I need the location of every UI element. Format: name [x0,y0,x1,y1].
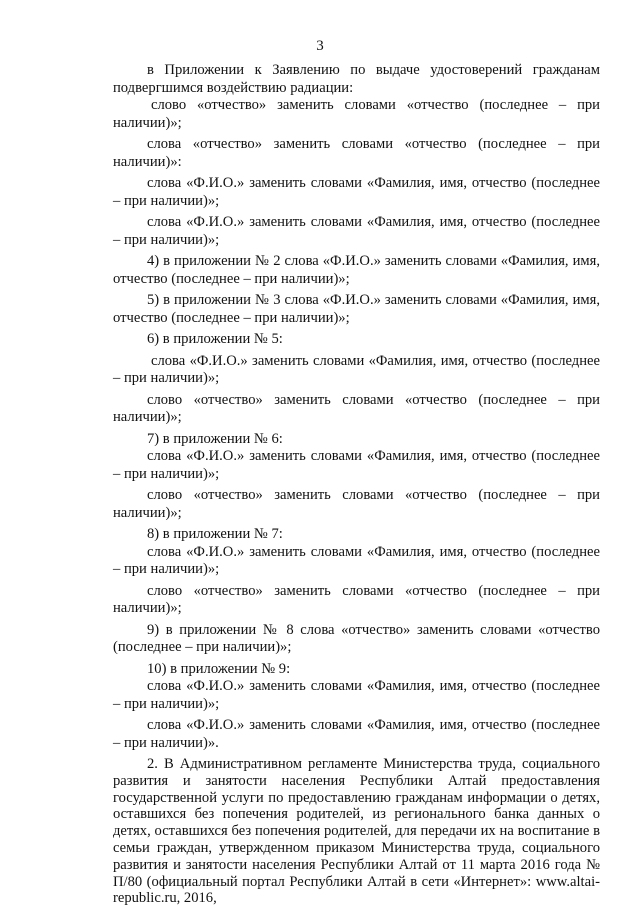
paragraph-item-4: 4) в приложении № 2 слова «Ф.И.О.» заменить словами «Фамилия, имя, отчество (последнее – при наличии)»; [113,253,600,287]
document-body [113,62,600,907]
paragraph-appendix-intro: в Приложении к Заявлению по выдаче удостоверений гражданам подвергшимся воздействию радиации: [113,62,600,96]
paragraph-amendment: слова «Ф.И.О.» заменить словами «Фамилия, имя, отчество (последнее – при наличии)»; [113,352,600,386]
paragraph-amendment: слова «Ф.И.О.» заменить словами «Фамилия, имя, отчество (последнее – при наличии)»; [113,175,600,209]
paragraph-section-2: 2. В Административном регламенте Министерства труда, социального развития и занятости населения Республики Алтай предоставления государственной услуги по предоставлению гражданам информации о детях, оставшихся без попечения родителей, из регионального банка данных о детях, оставшихся без попечения родителей, для передачи их на воспитание в семьи граждан, утвержденном приказом Министерства труда, социального развития и занятости населения Республики Алтай от 11 марта 2016 года № П/80 (официальный портал Республики Алтай в сети «Интернет»: www.altai-republic.ru, 2016, [113,756,600,907]
paragraph-amendment: слово «отчество» заменить словами «отчество (последнее – при наличии)»; [113,487,600,521]
paragraph-item-6: 6) в приложении № 5: [147,331,283,347]
paragraph-amendment: слова «Ф.И.О.» заменить словами «Фамилия, имя, отчество (последнее – при наличии)»; [113,543,600,577]
paragraph-amendment: слово «отчество» заменить словами «отчество (последнее – при наличии)»; [113,391,600,425]
paragraph-amendment: слова «отчество» заменить словами «отчество (последнее – при наличии)»: [113,136,600,170]
paragraph-item-7: 7) в приложении № 6: [147,430,283,447]
paragraph-item-5: 5) в приложении № 3 слова «Ф.И.О.» заменить словами «Фамилия, имя, отчество (последнее – при наличии)»; [113,292,600,326]
paragraph-item-8: 8) в приложении № 7: [147,526,283,542]
page-number: 3 [316,38,324,54]
paragraph-amendment: слово «отчество» заменить словами «отчество (последнее – при наличии)»; [113,582,600,616]
paragraph-item-9: 9) в приложении № 8 слова «отчество» заменить словами «отчество (последнее – при наличии)»; [113,621,600,655]
paragraph-item-10: 10) в приложении № 9: [147,660,291,677]
paragraph-amendment: слова «Ф.И.О.» заменить словами «Фамилия, имя, отчество (последнее – при наличии)». [113,717,600,751]
paragraph-amendment: слово «отчество» заменить словами «отчество (последнее – при наличии)»; [113,97,600,131]
paragraph-amendment: слова «Ф.И.О.» заменить словами «Фамилия, имя, отчество (последнее – при наличии)»; [113,678,600,712]
paragraph-amendment: слова «Ф.И.О.» заменить словами «Фамилия, имя, отчество (последнее – при наличии)»; [113,214,600,248]
paragraph-amendment: слова «Ф.И.О.» заменить словами «Фамилия, имя, отчество (последнее – при наличии)»; [113,448,600,482]
